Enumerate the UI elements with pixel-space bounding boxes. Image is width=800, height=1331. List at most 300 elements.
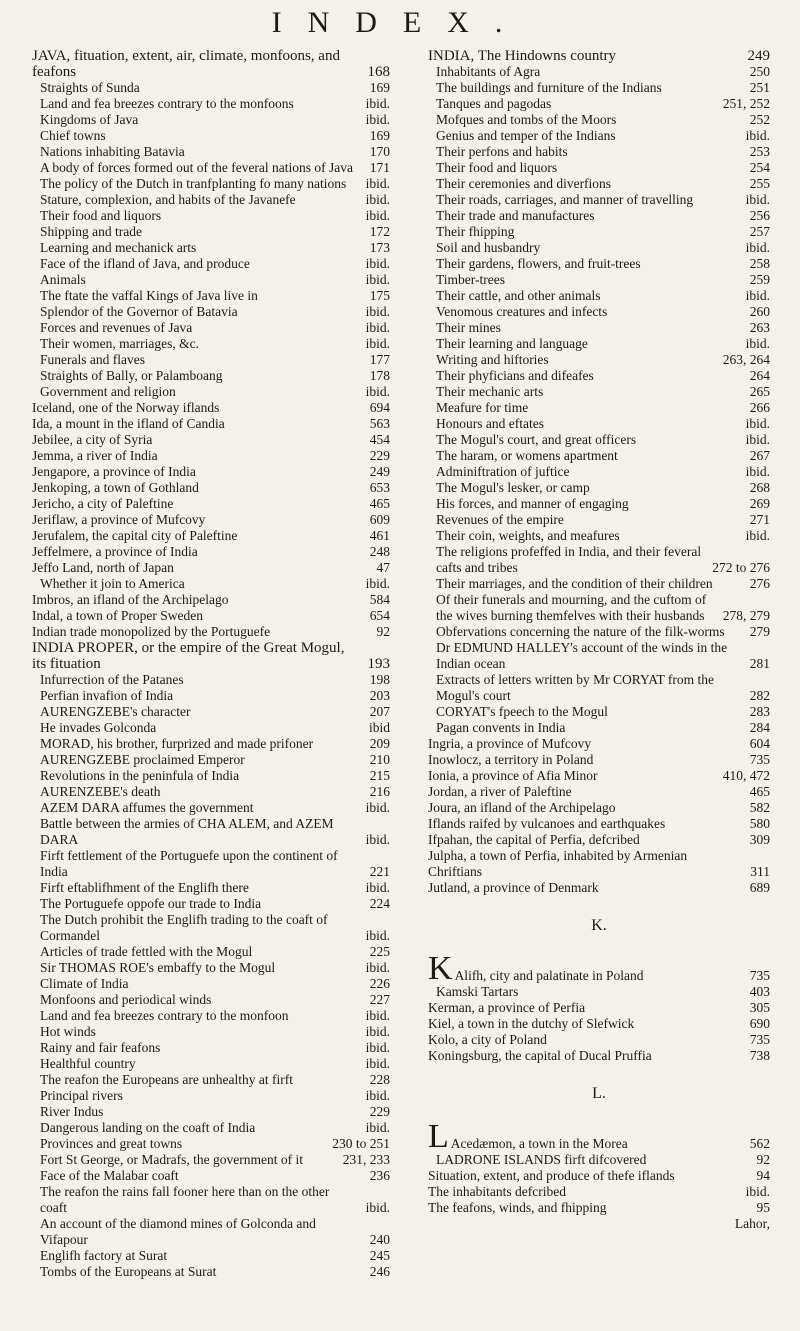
index-entry [32,144,390,160]
page-number: 171 [369,160,390,175]
page-number: 227 [369,992,390,1007]
entry-text: Kingdoms of Java [40,112,139,127]
page-number: 266 [749,400,770,415]
drop-cap-letter: L [428,1118,449,1155]
index-entry [428,400,770,416]
entry-text: Chief towns [40,128,106,143]
entry-text: Animals [40,272,86,287]
page-number: 580 [749,816,770,831]
entry-text: AURENZEBE's death [40,784,161,799]
page-number: ibid. [365,208,390,223]
entry-text: Obfervations concerning the nature of the filk-worms [436,624,725,639]
index-entry [428,176,770,192]
page-number: 170 [369,144,390,159]
index-entry [32,208,390,224]
entry-text: Their fhipping [436,224,515,239]
index-entry [32,1216,390,1248]
page-number: 193 [367,656,390,672]
page-number: 230 to 251 [332,1136,390,1151]
section-letter-l: L. [592,1085,606,1102]
drop-cap-letter: K [428,950,453,987]
index-entry [32,672,390,688]
index-entry [428,80,770,96]
entry-text: Soil and husbandry [436,240,541,255]
page-number: ibid. [365,304,390,319]
index-entries-k [428,950,770,1064]
page-number: 689 [749,880,770,895]
entry-text: Government and religion [40,384,176,399]
entry-text: Dr EDMUND HALLEY's account of the winds in the Indian ocean [436,640,728,671]
page-number: 251, 252 [722,96,770,111]
index-entry [32,1152,390,1168]
index-entry [32,1088,390,1104]
page-number: 225 [369,944,390,959]
page-number: ibid. [365,960,390,975]
page-number: 229 [369,1104,390,1119]
index-entry [32,896,390,912]
page-number: 172 [369,224,390,239]
page-number: ibid. [745,528,770,543]
page-number: ibid. [365,1040,390,1055]
index-entry [32,640,390,672]
index-entry [428,1168,770,1184]
entry-text: Revolutions in the peninfula of India [40,768,240,783]
entry-text: Jerufalem, the capital city of Paleftine [32,528,238,543]
entry-text: Their trade and manufactures [436,208,595,223]
index-entry [428,528,770,544]
index-entry [32,400,390,416]
index-entry [32,560,390,576]
entry-text: Genius and temper of the Indians [436,128,616,143]
index-entry [428,480,770,496]
page-number: 276 [749,576,770,591]
entry-text: Timber-trees [436,272,505,287]
entry-text: Iceland, one of the Norway iflands [32,400,220,415]
entry-text: Writing and hiftories [436,352,549,367]
index-entry [428,272,770,288]
index-entry [428,416,770,432]
page-number: 168 [367,64,390,80]
page-number: 279 [749,624,770,639]
entry-text: Kiel, a town in the dutchy of Slefwick [428,1016,635,1031]
entry-text: Monfoons and periodical winds [40,992,212,1007]
page-number: ibid. [745,192,770,207]
index-entry [32,1136,390,1152]
page-number: 735 [749,752,770,767]
index-entry [428,704,770,720]
index-entries-i-right [428,48,770,896]
index-entry [32,1008,390,1024]
index-entry [32,1024,390,1040]
entry-text: Koningsburg, the capital of Ducal Pruffia [428,1048,652,1063]
entry-text: Indian trade monopolized by the Portuguefe [32,624,271,639]
page-number: 281 [749,656,770,671]
page-number: ibid. [745,1184,770,1199]
entry-text: Pagan convents in India [436,720,566,735]
entry-text: Ionia, a province of Afia Minor [428,768,598,783]
page-number: 207 [369,704,390,719]
entry-text: Tombs of the Europeans at Surat [40,1264,217,1279]
page-number: 283 [749,704,770,719]
entry-text: The haram, or womens apartment [436,448,618,463]
page-number: ibid. [365,1088,390,1103]
page-number: 249 [747,48,770,64]
entry-text: Their roads, carriages, and manner of travelling [436,192,694,207]
entry-text: Dangerous landing on the coaft of India [40,1120,256,1135]
entry-text: Inhabitants of Agra [436,64,541,79]
index-entry [32,288,390,304]
page-number: 735 [749,1032,770,1047]
page-number: 246 [369,1264,390,1279]
entry-text: Imbros, an ifland of the Archipelago [32,592,229,607]
entry-text: Rainy and fair feafons [40,1040,161,1055]
page-number: 403 [749,984,770,999]
entry-text: Jericho, a city of Paleftine [32,496,174,511]
index-entry [428,96,770,112]
page-number: 254 [749,160,770,175]
index-entry [32,416,390,432]
index-entry [32,240,390,256]
index-entry [428,208,770,224]
entry-text: Iflands raifed by vulcanoes and earthquakes [428,816,666,831]
index-entry [428,752,770,768]
entry-text: Nations inhabiting Batavia [40,144,185,159]
index-entry [32,304,390,320]
index-entry [32,528,390,544]
entry-text: Land and fea breezes contrary to the monfoons [40,96,294,111]
entry-text: Situation, extent, and produce of thefe iflands [428,1168,675,1183]
entry-text: Firft fettlement of the Portuguefe upon the continent of India [40,848,338,879]
page-number: 582 [749,800,770,815]
entry-text: The inhabitants defcribed [428,1184,566,1199]
page-number: ibid. [365,880,390,895]
entry-text: Kolo, a city of Poland [428,1032,547,1047]
page-number: ibid. [745,288,770,303]
page-number: 92 [376,624,390,639]
page-number: ibid. [745,336,770,351]
index-entry [428,1118,770,1155]
index-entry [428,720,770,736]
index-entry [428,816,770,832]
index-entry [428,368,770,384]
entry-text: The Portuguefe oppofe our trade to India [40,896,262,911]
entry-text: LADRONE ISLANDS firft difcovered [436,1152,647,1167]
entry-text: Jutland, a province of Denmark [428,880,599,895]
entry-text: Firft eftablifhment of the Englifh there [40,880,249,895]
index-entry [428,336,770,352]
index-entry [32,784,390,800]
entry-text: The Dutch prohibit the Englifh trading to the coaft of Cormandel [40,912,328,943]
page-number: 311 [750,864,770,879]
entry-text: Stature, complexion, and habits of the Javanefe [40,192,296,207]
page-number: 563 [369,416,390,431]
page-number: 284 [749,720,770,735]
index-entry [32,1056,390,1072]
index-entry [32,256,390,272]
index-entry [428,640,770,672]
entry-text: Sir THOMAS ROE's embaffy to the Mogul [40,960,276,975]
index-entry [428,1200,770,1216]
page-number: 177 [369,352,390,367]
entry-text: Of their funerals and mourning, and the cuftom of the wives burning themfelves with their husbands [436,592,707,623]
index-entry [32,1168,390,1184]
index-entry [32,48,390,80]
index-entry [428,1184,770,1200]
index-entry [428,240,770,256]
entry-text: MORAD, his brother, furprized and made prifoner [40,736,314,751]
entry-text: Their mechanic arts [436,384,544,399]
page-number: Lahor, [734,1216,770,1231]
entry-text: Straights of Sunda [40,80,140,95]
entry-text: Indal, a town of Proper Sweden [32,608,203,623]
index-entry [428,784,770,800]
index-entry [32,512,390,528]
entry-text: Fort St George, or Madrafs, the government of it [40,1152,303,1167]
page-number: 584 [369,592,390,607]
page-number: 178 [369,368,390,383]
index-entry [428,624,770,640]
entry-text: Their coin, weights, and meafures [436,528,620,543]
index-entry [32,736,390,752]
entry-text: Ifpahan, the capital of Perfia, defcribed [428,832,640,847]
page-number: 250 [749,64,770,79]
index-entry [428,160,770,176]
page-number: 255 [749,176,770,191]
page-number: 694 [369,400,390,415]
index-entry [428,800,770,816]
entry-text: CORYAT's fpeech to the Mogul [436,704,608,719]
index-entry [32,432,390,448]
entry-text: Their marriages, and the condition of their children [436,576,713,591]
entry-text: Kerman, a province of Perfia [428,1000,586,1015]
page-number: 252 [749,112,770,127]
index-entry [32,1104,390,1120]
page-number: ibid. [365,576,390,591]
index-entry [32,992,390,1008]
index-entry [32,816,390,848]
index-entry [428,544,770,576]
entry-text: He invades Golconda [40,720,157,735]
entry-text: Healthful country [40,1056,136,1071]
page-number: 305 [749,1000,770,1015]
index-entry [32,160,390,176]
index-entry [32,800,390,816]
index-entry [428,64,770,80]
entry-text: Face of the Malabar coaft [40,1168,179,1183]
entry-text: INDIA, The Hindowns country [428,48,617,64]
page-number: 94 [756,1168,770,1183]
page-number: 454 [369,432,390,447]
index-entry [32,368,390,384]
page-number: 256 [749,208,770,223]
index-entry [428,736,770,752]
entry-text: Splendor of the Governor of Batavia [40,304,238,319]
index-entry [428,832,770,848]
index-entry [32,576,390,592]
page-number: 269 [749,496,770,511]
entry-text: Extracts of letters written by Mr CORYAT from the Mogul's court [436,672,714,703]
page-number: 265 [749,384,770,399]
index-entry [428,192,770,208]
page-number: ibid. [745,128,770,143]
entry-text: An account of the diamond mines of Golconda and Vifapour [40,1216,316,1247]
index-entry [32,768,390,784]
page-number: 604 [749,736,770,751]
index-entry [32,1072,390,1088]
page-number: 653 [369,480,390,495]
page-number: 461 [369,528,390,543]
index-column-right [428,48,770,1232]
index-entry [32,384,390,400]
page-number: 240 [369,1232,390,1247]
page-number: 221 [369,864,390,879]
entry-text: River Indus [40,1104,104,1119]
page-number: 229 [369,448,390,463]
entry-text: Jemma, a river of India [32,448,158,463]
entry-text: Battle between the armies of CHA ALEM, and AZEM DARA [40,816,334,847]
page-number: 249 [369,464,390,479]
index-entry [428,1152,770,1168]
page-number: 173 [369,240,390,255]
index-entry [32,112,390,128]
entry-text: Alifh, city and palatinate in Poland [454,968,644,983]
index-entry [32,688,390,704]
page-number: 92 [756,1152,770,1167]
page-number: 465 [369,496,390,511]
page-number: 260 [749,304,770,319]
page-number: 47 [376,560,390,575]
entry-text: Their women, marriages, &c. [40,336,199,351]
page-title: INDEX. [271,6,529,39]
page-number: ibid. [745,416,770,431]
entry-text: A body of forces formed out of the feveral nations of Java [40,160,354,175]
page-number: 465 [749,784,770,799]
index-entry [32,608,390,624]
entry-text: Acedæmon, a town in the Morea [450,1136,628,1151]
page-number: ibid. [365,272,390,287]
entry-text: Articles of trade fettled with the Mogul [40,944,253,959]
entry-text: Infurrection of the Patanes [40,672,184,687]
page-number: 264 [749,368,770,383]
page-number: 203 [369,688,390,703]
entry-text: Face of the ifland of Java, and produce [40,256,250,271]
entry-text: Jeffo Land, north of Japan [32,560,174,575]
entry-text: Jengapore, a province of India [32,464,196,479]
index-entry [428,880,770,896]
index-entry [32,128,390,144]
page-number: 215 [369,768,390,783]
entry-text: Their perfons and habits [436,144,568,159]
index-entry [32,336,390,352]
entry-text: Straights of Bally, or Palamboang [40,368,223,383]
index-entry [32,720,390,736]
page-number: 263 [749,320,770,335]
page-number: ibid. [365,928,390,943]
page-number: ibid. [745,432,770,447]
page-number: 216 [369,784,390,799]
page-number: ibid. [365,176,390,191]
page-number: 248 [369,544,390,559]
page-number: 169 [369,128,390,143]
index-entry [428,304,770,320]
index-entry [32,1184,390,1216]
page-number: 271 [749,512,770,527]
index-entry [32,544,390,560]
index-entry [32,272,390,288]
entry-text: Learning and mechanick arts [40,240,197,255]
page-number: 251 [749,80,770,95]
index-entry [428,672,770,704]
entry-text: Ida, a mount in the ifland of Candia [32,416,225,431]
entry-text: Their food and liquors [40,208,162,223]
page-number: 654 [369,608,390,623]
page-number: 253 [749,144,770,159]
index-entry [428,984,770,1000]
page-number: 210 [369,752,390,767]
page-number: 609 [369,512,390,527]
index-entry [32,496,390,512]
entry-text: Kamski Tartars [436,984,519,999]
index-entry [428,256,770,272]
entry-text: Jenkoping, a town of Gothland [32,480,199,495]
page-number: ibid [368,720,390,735]
index-entry [428,48,770,64]
index-entry [32,464,390,480]
entry-text: Climate of India [40,976,129,991]
entry-text: Joura, an ifland of the Archipelago [428,800,616,815]
page-number: 309 [749,832,770,847]
entry-text: Their gardens, flowers, and fruit-trees [436,256,641,271]
entry-text: JAVA, fituation, extent, air, climate, monfoons, and feafons [32,48,340,80]
page-number: ibid. [365,112,390,127]
index-entry [32,752,390,768]
index-entry [32,192,390,208]
page-number: ibid. [365,1200,390,1215]
page-number: 272 to 276 [712,560,770,575]
index-entry [428,592,770,624]
index-entry [32,1248,390,1264]
index-entry [428,848,770,880]
entry-text: The Mogul's court, and great officers [436,432,637,447]
index-entry [32,176,390,192]
page-number: 257 [749,224,770,239]
page-number: 236 [369,1168,390,1183]
page-number: ibid. [365,1024,390,1039]
entry-text: Revenues of the empire [436,512,564,527]
entry-text: Julpha, a town of Perfia, inhabited by Armenian Chriftians [428,848,688,879]
index-entry [428,432,770,448]
entry-text: Mofques and tombs of the Moors [436,112,617,127]
page-number: ibid. [745,464,770,479]
entry-text: The policy of the Dutch in tranfplanting fo many nations [40,176,347,191]
index-entry [32,976,390,992]
index-entry [32,1120,390,1136]
entry-text: Provinces and great towns [40,1136,183,1151]
page-number: 175 [369,288,390,303]
index-entry [32,352,390,368]
entry-text: The reafon the rains fall fooner here than on the other coaft [40,1184,330,1215]
entry-text: The buildings and furniture of the Indians [436,80,662,95]
index-entry [428,1000,770,1016]
page-number: 263, 264 [722,352,770,367]
index-entry [428,352,770,368]
entry-text: Land and fea breezes contrary to the monfoon [40,1008,289,1023]
entry-text: Perfian invafion of India [40,688,174,703]
page-number: ibid. [365,336,390,351]
index-entry [32,80,390,96]
entry-text: Shipping and trade [40,224,142,239]
index-entry [32,480,390,496]
